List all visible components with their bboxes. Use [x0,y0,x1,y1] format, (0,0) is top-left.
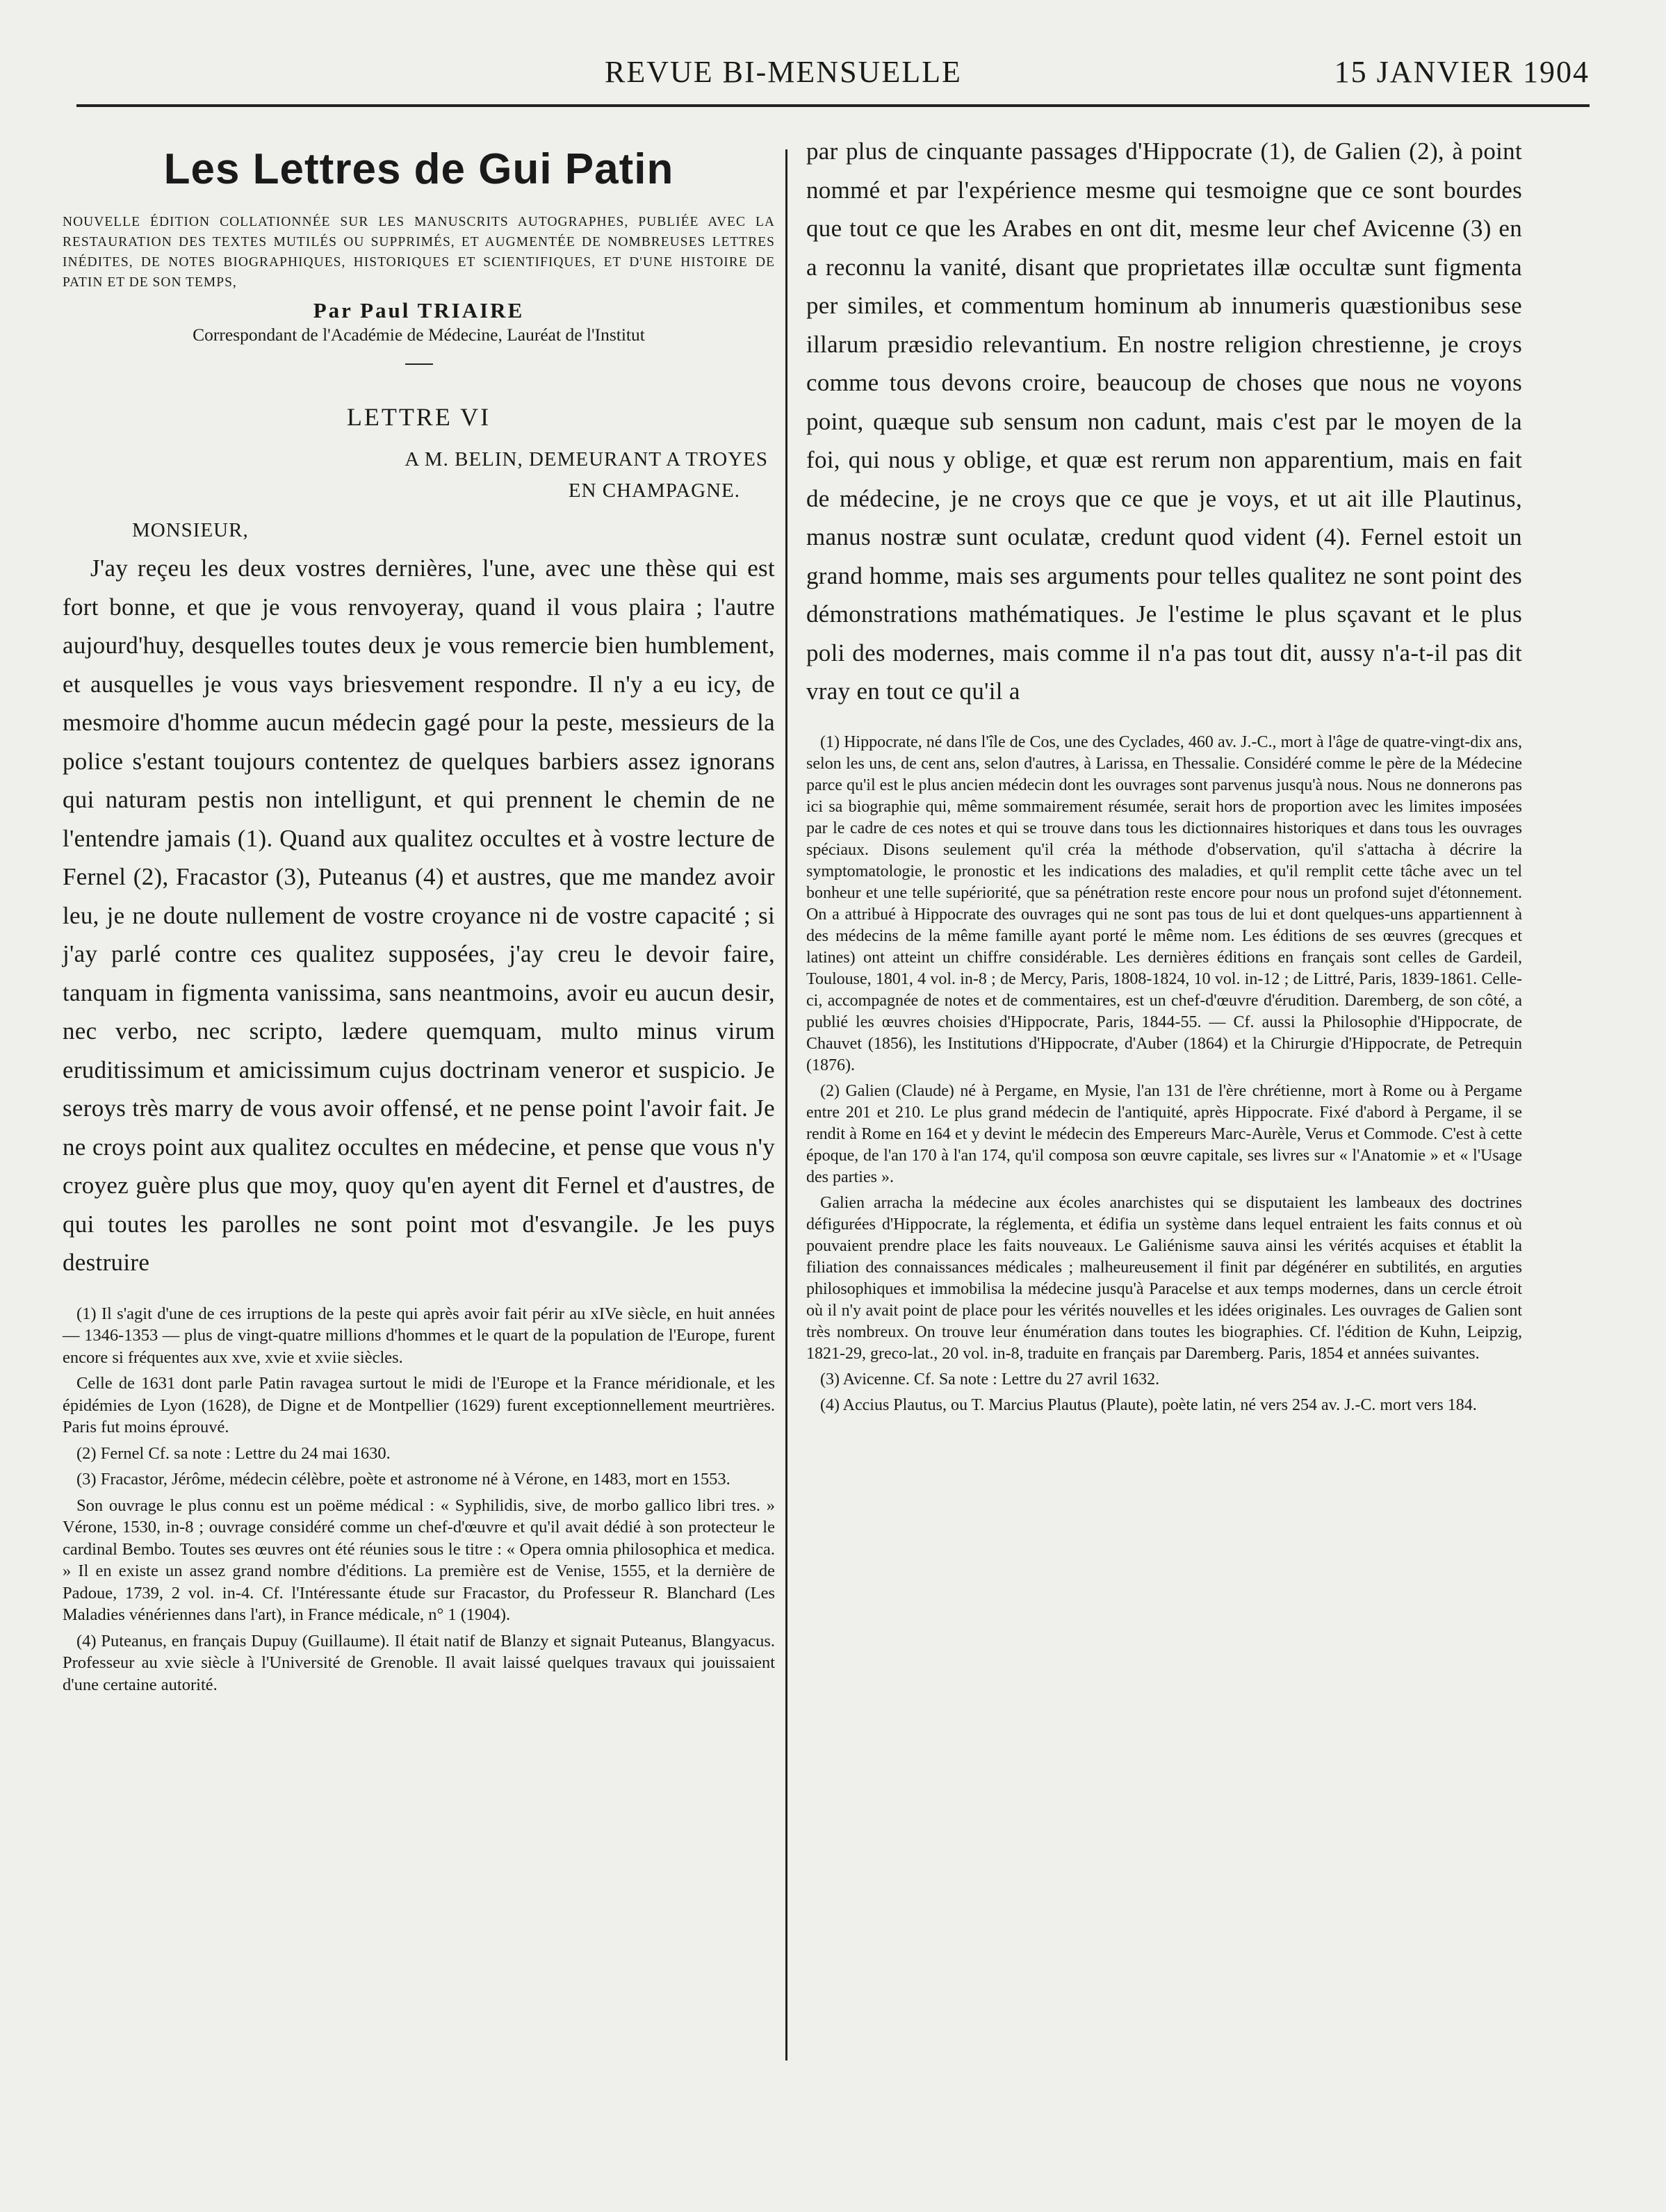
left-footnotes [63,1303,775,1696]
article-title: Les Lettres de Gui Patin [163,145,674,193]
issue-date: 15 JANVIER 1904 [1334,55,1590,89]
footnote-spacer [806,711,1522,732]
salutation: MONSIEUR, [132,519,249,541]
footnote: (4) Puteanus, en français Dupuy (Guillaume). Il était natif de Blanzy et signait Puteanus, Blangyacus. Professeur au xvie siècle à l'Université de Grenoble. Il avait laissé quelques travaux qui jouissaient d'une certaine autorité. [63,1631,775,1694]
letter-body-left: J'ay reçeu les deux vostres dernières, l'une, avec une thèse qui est fort bonne, et que je vous renvoyeray, quand il vous plaira ; l'autre aujourd'huy, desquelles toutes deux je vous remercie bien humblement, et ausquelles je vous vays briesvement respondre. Il n'y a eu icy, de mesmoire d'homme aucun médecin gagé pour la peste, messieurs de la police s'estant toujours contentez de quelques barbiers assez ignorans qui naturam pestis non intelligunt, et qui prennent le chemin de ne l'entendre jamais (1). Quand aux qualitez occultes et à vostre lecture de Fernel (2), Fracastor (3), Puteanus (4) et austres, que me mandez avoir leu, je ne doute nullement de vostre croyance ni de vostre capacité ; si j'ay parlé contre ces qualitez supposées, j'ay creu le devoir faire, tanquam in figmenta vanissima, sans neantmoins, avoir eu aucun desir, nec verbo, nec scripto, lædere quemquam, multo minus virum eruditissimum et amicissimum cujus doctrinam veneror et suspicio. Je seroys très marry de vous avoir offensé, et ne pense point l'avoir fait. Je ne croys point aux qualitez occultes en médecine, et pense que vous n'y croyez guère plus que moy, quoy qu'en ayent dit Fernel et d'austres, de qui toutes les parolles ne sont point mot d'esvangile. Je les puys destruire [63,555,775,1276]
footnote: Galien arracha la médecine aux écoles anarchistes qui se disputaient les lambeaux des doctrines défigurées d'Hippocrate, la réglementa, et édifia un système dans lequel entraient les faits connus et où pouvaient prendre place les faits nouveaux. Le Galiénisme sauva ainsi les vérités acquises et établit la filiation des connaissances médicales ; malheureusement il finit par dégénérer en subtilités, en arguties philosophiques et immobilisa la médecine jusqu'à Paracelse et aux temps modernes, dans un cercle étroit où il n'y avait point de place pour les vérités nouvelles et les idées originales. Les ouvrages de Galien sont très nombreux. On trouve leur énumération dans toutes les biographies. Cf. l'édition de Kuhn, Leipzig, 1821-29, greco-lat., 20 vol. in-8, traduite en français par Daremberg. Paris, 1854 et années suivantes. [806,1193,1522,1363]
footnote: (4) Accius Plautus, ou T. Marcius Plautus (Plaute), poète latin, né vers 254 av. J.-C. mort vers 184. [820,1395,1477,1414]
letter-number: LETTRE VI [346,403,491,431]
letter-address [63,444,768,507]
address-line-1: A M. BELIN, DEMEURANT A TROYES [405,448,768,470]
author-byline: Par Paul TRIAIRE [313,298,525,322]
right-column [806,132,1522,1420]
author-affiliation: Correspondant de l'Académie de Médecine, Lauréat de l'Institut [193,325,645,345]
letter-body-right: par plus de cinquante passages d'Hippocrate (1), de Galien (2), à point nommé et par l'expérience mesme qui tesmoigne que ce sont bourdes que tout ce que les Arabes en ont dit, mesme leur chef Avicenne (3) en a reconnu la vanité, disant que proprietates illæ occultæ sunt figmenta per similes, et commentum hominum ab innumeris quæstionibus sese illarum præsidio relevantium. En nostre religion chrestienne, je croys comme tous devons croire, beaucoup de choses que nous ne voyons point, quæque sub sensum non cadunt, mais c'est par le moyen de la foi, qui nous y oblige, et quæ est rerum non apparentium, mais en fait de médecine, je ne croys que ce que je voys, et ut ait ille Plautinus, manus nostræ sunt oculatæ, credunt quod vident (4). Fernel estoit un grand homme, mais ses arguments pour telles qualitez ne sont point des démonstrations mathématiques. Je l'estime le plus sçavant et le plus poli des modernes, mais comme il n'a pas tout dit, aussy n'a-t-il pas dit vray en tout ce qu'il a [806,138,1522,705]
left-column [63,132,775,1700]
running-header [76,54,1590,96]
title-separator [405,363,433,365]
footnote: Celle de 1631 dont parle Patin ravagea surtout le midi de l'Europe et la France méridionale, et les épidémies de Lyon (1628), de Digne et de Montpellier (1629) furent exceptionnellement meurtrières. Paris fut moins éprouvé. [63,1374,775,1436]
journal-title: REVUE BI-MENSUELLE [605,55,962,89]
footnote-spacer [63,1282,775,1303]
column-divider [785,149,787,2061]
header-rule [76,104,1590,107]
footnote: (3) Avicenne. Cf. Sa note : Lettre du 27 avril 1632. [820,1370,1160,1388]
footnote: (1) Hippocrate, né dans l'île de Cos, une des Cyclades, 460 av. J.-C., mort à l'âge de quatre-vingt-dix ans, selon les uns, de cent ans, selon d'autres, à Larissa, en Thessalie. Considéré comme le père de la Médecine parce qu'il est le plus ancien médecin dont les ouvrages sont parvenus jusqu'à nous. Nous ne donnerons pas ici sa biographie qui, même sommairement résumée, serait hors de proportion avec les limites imposées par le cadre de ces notes et qui se trouve dans tous les dictionnaires historiques et dans tous les ouvrages spéciaux. Disons seulement qu'il créa la méthode d'observation, qu'il s'attacha à décrire la symptomatologie, le pronostic et les indications des maladies, et qu'il remplit cette tâche avec un tel bonheur et une telle supériorité, que sa pénétration reste encore pour nous un profond sujet d'étonnement. On a attribué à Hippocrate des ouvrages qui ne sont pas tous de lui et dont quelques-uns appartiennent à des médecins de la même famille ayant porté le même nom. Les éditions de ses œuvres (grecques et latines) ont atteint un chiffre considérable. Les dernières éditions en français sont celles de Gardeil, Toulouse, 1801, 4 vol. in-8 ; de Mercy, Paris, 1808-1824, 10 vol. in-12 ; de Littré, Paris, 1839-1861. Celle-ci, accompagnée de notes et de commentaires, est un chef-d'œuvre d'érudition. Daremberg, de son côté, a publié les œuvres choisies d'Hippocrate, Paris, 1844-55. — Cf. aussi la Philosophie d'Hippocrate, de Chauvet (1856), les Institutions d'Hippocrate, d'Auber (1864) et la Chirurgie d'Hippocrate, de Petrequin (1876). [806,732,1522,1074]
footnote: (2) Galien (Claude) né à Pergame, en Mysie, l'an 131 de l'ère chrétienne, mort à Rome ou à Pergame entre 201 et 210. Le plus grand médecin de l'antiquité, après Hippocrate. Fixé d'abord à Pergame, il se rendit à Rome en 164 et y devint le médecin des Empereurs Marc-Aurèle, Verus et Commode. C'est à cette époque, de l'an 170 à l'an 174, qu'il composa son œuvre capitale, ses livres sur « l'Anatomie » et « l'Usage des parties ». [806,1081,1522,1186]
footnote: Son ouvrage le plus connu est un poëme médical : « Syphilidis, sive, de morbo gallico libri tres. » Vérone, 1530, in-8 ; ouvrage considéré comme un chef-d'œuvre et qu'il avait dédié à son protecteur le cardinal Bembo. Toutes ses œuvres ont été réunies sous le titre : « Opera omnia philosophica et medica. » Il en existe un assez grand nombre d'éditions. La première est de Venise, 1555, et la dernière de Padoue, 1739, 2 vol. in-4. Cf. l'Intéressante étude sur Fracastor, du Professeur R. Blanchard (Les Maladies vénériennes dans l'art), in France médicale, n° 1 (1904). [63,1496,775,1624]
footnote: (1) Il s'agit d'une de ces irruptions de la peste qui après avoir fait périr au xIVe siècle, en huit années — 1346-1353 — plus de vingt-quatre millions d'hommes et le quart de la population de l'Europe, furent encore si fréquentes aux xve, xvie et xviie siècles. [63,1304,775,1367]
article-subtitle: NOUVELLE ÉDITION COLLATIONNÉE SUR LES MANUSCRITS AUTOGRAPHES, PUBLIÉE AVEC LA RESTAURATION DES TEXTES MUTILÉS OU SUPPRIMÉS, ET AUGMENTÉE DE NOMBREUSES LETTRES INÉDITES, DE NOTES BIOGRAPHIQUES, HISTORIQUES ET SCIENTIFIQUES, ET D'UNE HISTOIRE DE PATIN ET DE SON TEMPS, [63,215,775,290]
address-line-2: EN CHAMPAGNE. [568,480,740,502]
right-footnotes [806,732,1522,1416]
footnote: (3) Fracastor, Jérôme, médecin célèbre, poète et astronome né à Vérone, en 1483, mort en 1553. [76,1470,730,1489]
footnote: (2) Fernel Cf. sa note : Lettre du 24 mai 1630. [76,1443,391,1463]
